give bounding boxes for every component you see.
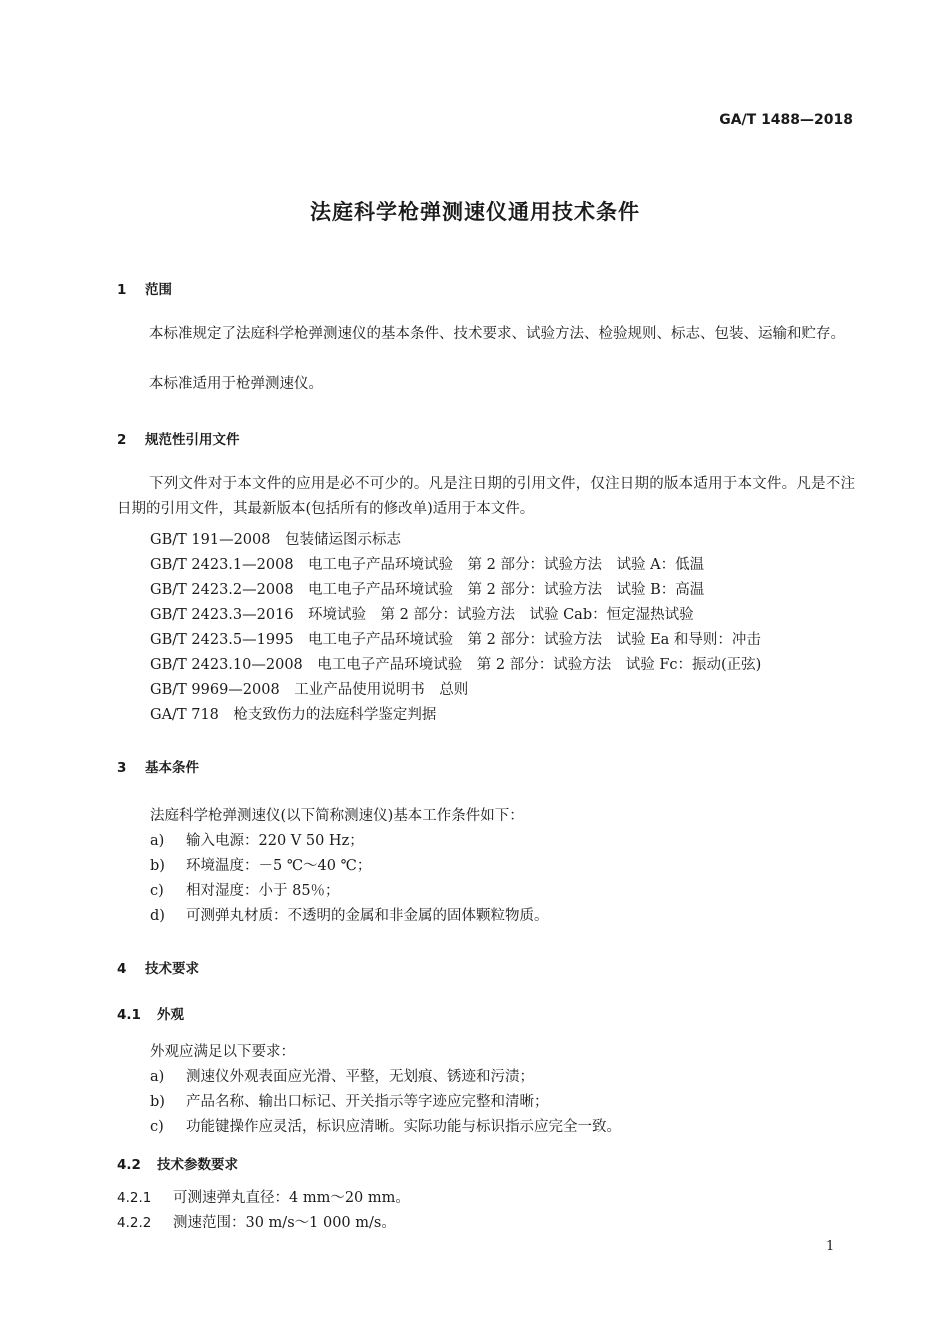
document-title: 法庭科学枪弹测速仪通用技术条件 xyxy=(310,200,640,224)
list-item xyxy=(150,829,364,850)
section-title: 基本条件 xyxy=(145,760,199,776)
list-item xyxy=(150,1065,534,1086)
section-number: 4.2 xyxy=(117,1157,141,1173)
list-marker: c) xyxy=(150,1119,164,1135)
reference-item: GB/T 2423.3—2016 环境试验 第 2 部分：试验方法 试验 Cab：恒定湿热试验 xyxy=(150,607,694,623)
clause-text: 测速范围：30 m/s～1 000 m/s。 xyxy=(173,1215,396,1231)
section-title: 外观 xyxy=(157,1007,184,1023)
section-3-heading xyxy=(117,756,199,776)
section-number: 2 xyxy=(117,432,127,448)
section-title: 技术参数要求 xyxy=(157,1157,238,1173)
section-number: 1 xyxy=(117,282,127,298)
reference-item: GB/T 2423.10—2008 电工电子产品环境试验 第 2 部分：试验方法 试验 Fc：振动(正弦) xyxy=(150,657,762,673)
reference-item: GB/T 2423.5—1995 电工电子产品环境试验 第 2 部分：试验方法 试验 Ea 和导则：冲击 xyxy=(150,632,761,648)
list-marker: d) xyxy=(150,908,165,924)
section-4-2-heading xyxy=(117,1153,238,1173)
reference-item: GB/T 2423.1—2008 电工电子产品环境试验 第 2 部分：试验方法 试验 A：低温 xyxy=(150,557,705,573)
reference-item: GA/T 718 枪支致伤力的法庭科学鉴定判据 xyxy=(150,707,437,723)
page-number: 1 xyxy=(826,1239,835,1254)
list-marker: b) xyxy=(150,1094,165,1110)
section-4-1-intro: 外观应满足以下要求： xyxy=(150,1044,295,1060)
reference-item: GB/T 2423.2—2008 电工电子产品环境试验 第 2 部分：试验方法 试验 B：高温 xyxy=(150,582,705,598)
list-item xyxy=(150,854,371,875)
list-item xyxy=(150,1115,621,1136)
list-text: 环境温度：－5 ℃～40 ℃； xyxy=(186,858,372,874)
section-2-paragraph: 下列文件对于本文件的应用是必不可少的。凡是注日期的引用文件，仅注日期的版本适用于本文件。凡是不注日期的引用文件，其最新版本(包括所有的修改单)适用于本文件。 xyxy=(117,476,855,517)
section-title: 技术要求 xyxy=(145,961,199,977)
list-text: 输入电源：220 V 50 Hz； xyxy=(186,833,364,849)
list-item xyxy=(150,1090,549,1111)
section-number: 4.1 xyxy=(117,1007,141,1023)
clause-number: 4.2.1 xyxy=(117,1190,152,1206)
list-marker: a) xyxy=(150,833,165,849)
list-text: 测速仪外观表面应光滑、平整，无划痕、锈迹和污渍； xyxy=(186,1069,534,1085)
list-text: 功能键操作应灵活，标识应清晰。实际功能与标识指示应完全一致。 xyxy=(186,1119,621,1135)
section-1-heading xyxy=(117,278,172,298)
clause-4-2-2 xyxy=(117,1211,396,1232)
list-item xyxy=(150,879,340,900)
section-2-heading xyxy=(117,428,240,448)
list-text: 相对湿度：小于 85％； xyxy=(186,883,340,899)
list-text: 可测弹丸材质：不透明的金属和非金属的固体颗粒物质。 xyxy=(186,908,549,924)
section-number: 4 xyxy=(117,961,127,977)
section-number: 3 xyxy=(117,760,127,776)
list-marker: b) xyxy=(150,858,165,874)
clause-text: 可测速弹丸直径：4 mm～20 mm。 xyxy=(173,1190,410,1206)
section-title: 规范性引用文件 xyxy=(145,432,240,448)
section-title: 范围 xyxy=(145,282,172,298)
section-1-paragraph-1: 本标准规定了法庭科学枪弹测速仪的基本条件、技术要求、试验方法、检验规则、标志、包装、运输和贮存。 xyxy=(149,326,845,342)
list-marker: c) xyxy=(150,883,164,899)
reference-item: GB/T 191—2008 包装储运图示标志 xyxy=(150,532,401,548)
section-4-1-heading xyxy=(117,1003,184,1023)
clause-4-2-1 xyxy=(117,1186,410,1207)
list-marker: a) xyxy=(150,1069,165,1085)
list-text: 产品名称、输出口标记、开关指示等字迹应完整和清晰； xyxy=(186,1094,549,1110)
section-1-paragraph-2: 本标准适用于枪弹测速仪。 xyxy=(149,376,323,392)
reference-item: GB/T 9969—2008 工业产品使用说明书 总则 xyxy=(150,682,469,698)
standard-code: GA/T 1488—2018 xyxy=(719,112,853,128)
list-item xyxy=(150,904,549,925)
section-3-intro: 法庭科学枪弹测速仪(以下简称测速仪)基本工作条件如下： xyxy=(150,808,524,824)
section-4-heading xyxy=(117,957,199,977)
clause-number: 4.2.2 xyxy=(117,1215,152,1231)
